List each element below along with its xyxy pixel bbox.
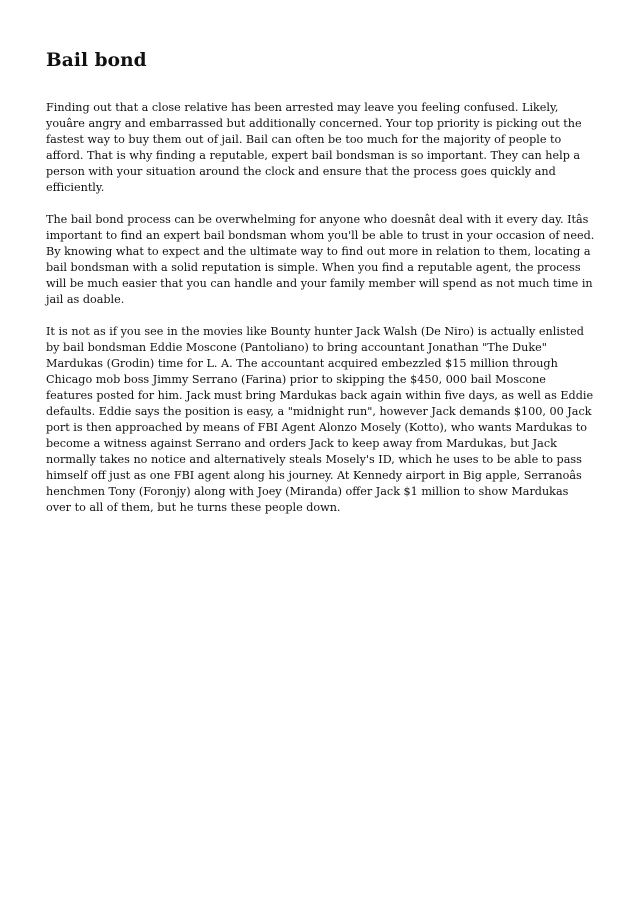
paragraph-process: The bail bond process can be overwhelming for anyone who doesnât deal with it every day. Itâs important to find an expert bail bondsman whom you'll be able to trust in your occasion of need. By knowing what to expect and the ultimate way to find out more in relation to them, locating a bail bondsman with a solid reputation is simple. When you find a reputable agent, the process will be much easier that you can handle and your family member will spend as not much time in jail as doable. <box>46 213 595 306</box>
paragraph-intro: Finding out that a close relative has been arrested may leave you feeling confused. Likely, youâre angry and embarrassed but additionally concerned. Your top priority is picking out the fastest way to buy them out of jail. Bail can often be too much for the majority of people to afford. That is why finding a reputable, expert bail bondsman is so important. They can help a person with your situation around the clock and ensure that the process goes quickly and efficiently. <box>46 101 582 194</box>
document-body <box>46 100 596 532</box>
page-title: Bail bond <box>46 50 147 71</box>
paragraph-movie-example: It is not as if you see in the movies like Bounty hunter Jack Walsh (De Niro) is actually enlisted by bail bondsman Eddie Moscone (Pantoliano) to bring accountant Jonathan "The Duke" Mardukas (Grodin) time for L. A. The accountant acquired embezzled $15 million through Chicago mob boss Jimmy Serrano (Farina) prior to skipping the $450, 000 bail Moscone features posted for him. Jack must bring Mardukas back again within five days, as well as Eddie defaults. Eddie says the position is easy, a "midnight run", however Jack demands $100, 00 Jack port is then approached by means of FBI Agent Alonzo Mosely (Kotto), who wants Mardukas to become a witness against Serrano and orders Jack to keep away from Mardukas, but Jack normally takes no notice and alternatively steals Mosely's ID, which he uses to be able to pass himself off just as one FBI agent along his journey. At Kennedy airport in Big apple, Serranoâs henchmen Tony (Foronjy) along with Joey (Miranda) offer Jack $1 million to show Mardukas over to all of them, but he turns these people down. <box>46 325 594 514</box>
